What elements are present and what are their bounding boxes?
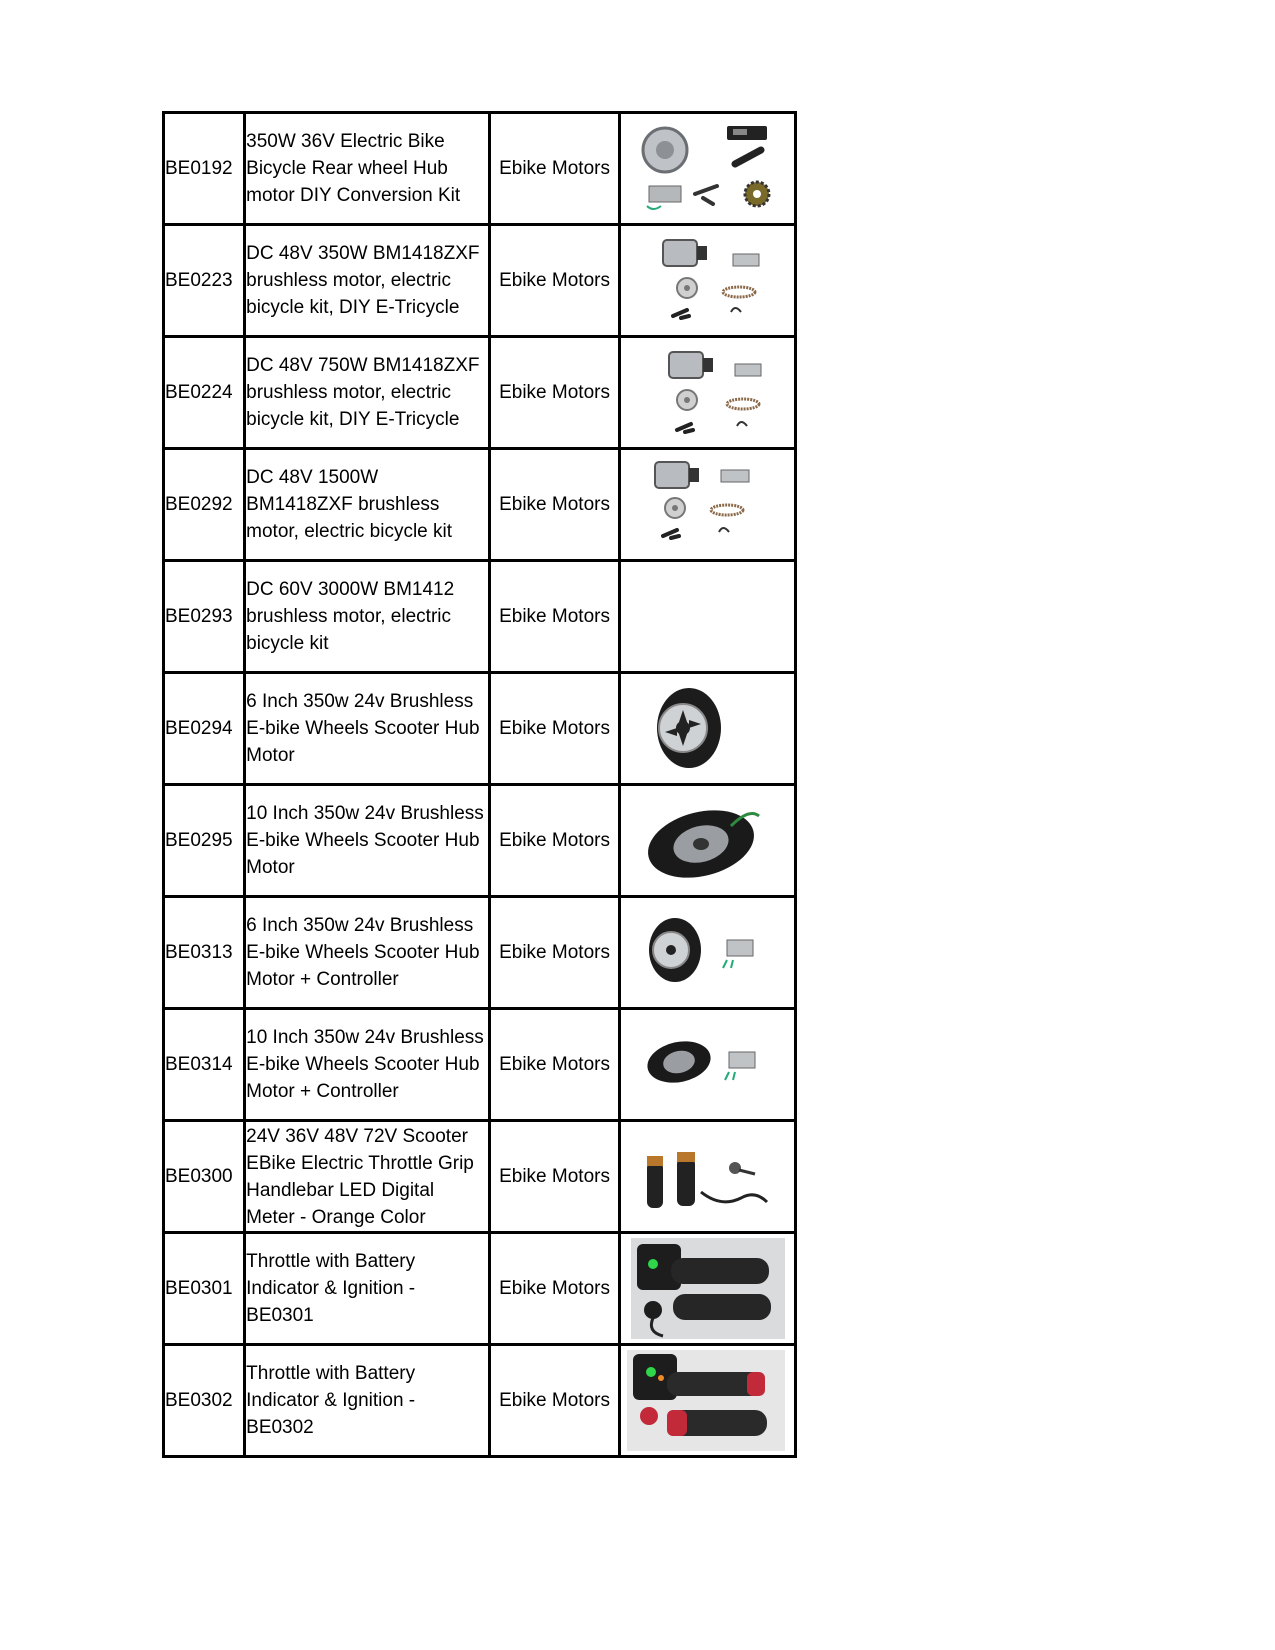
product-code: BE0293 bbox=[164, 561, 245, 673]
product-description: 10 Inch 350w 24v Brushless E-bike Wheels Scooter Hub Motor + Controller bbox=[246, 1027, 484, 1102]
table-row bbox=[164, 673, 796, 785]
product-description-cell bbox=[245, 785, 489, 897]
product-code: BE0300 bbox=[164, 1121, 245, 1233]
small-wheel-controller-icon bbox=[623, 898, 793, 1007]
product-code: BE0295 bbox=[164, 785, 245, 897]
throttle-grip-icon bbox=[623, 1122, 793, 1231]
product-category: Ebike Motors bbox=[489, 673, 620, 785]
product-description: DC 48V 750W BM1418ZXF brushless motor, electric bicycle kit, DIY E-Tricycle bbox=[246, 355, 480, 430]
product-description-cell bbox=[245, 897, 489, 1009]
large-wheel-controller-icon bbox=[623, 1010, 793, 1119]
table-row bbox=[164, 449, 796, 561]
product-category: Ebike Motors bbox=[489, 561, 620, 673]
product-description: Throttle with Battery Indicator & Ignition - BE0301 bbox=[246, 1251, 416, 1326]
product-image-cell bbox=[620, 673, 796, 785]
throttle-battery-icon bbox=[623, 1234, 793, 1343]
table-row bbox=[164, 561, 796, 673]
product-code: BE0192 bbox=[164, 113, 245, 225]
product-image-cell bbox=[620, 1233, 796, 1345]
table-row bbox=[164, 785, 796, 897]
product-category: Ebike Motors bbox=[489, 1345, 620, 1457]
brushless-motor-kit-icon bbox=[623, 450, 793, 559]
product-description: DC 48V 1500W BM1418ZXF brushless motor, electric bicycle kit bbox=[246, 467, 453, 542]
table-row bbox=[164, 1121, 796, 1233]
product-table-body bbox=[164, 113, 796, 1457]
product-image-cell bbox=[620, 1009, 796, 1121]
table-row bbox=[164, 225, 796, 337]
product-category: Ebike Motors bbox=[489, 1009, 620, 1121]
product-code: BE0314 bbox=[164, 1009, 245, 1121]
product-code: BE0302 bbox=[164, 1345, 245, 1457]
product-code: BE0301 bbox=[164, 1233, 245, 1345]
product-description-cell bbox=[245, 449, 489, 561]
product-description-cell bbox=[245, 673, 489, 785]
product-category: Ebike Motors bbox=[489, 785, 620, 897]
product-image-cell bbox=[620, 897, 796, 1009]
product-code: BE0223 bbox=[164, 225, 245, 337]
product-category: Ebike Motors bbox=[489, 225, 620, 337]
product-description: 6 Inch 350w 24v Brushless E-bike Wheels Scooter Hub Motor + Controller bbox=[246, 915, 480, 990]
table-row bbox=[164, 1233, 796, 1345]
product-table bbox=[162, 111, 797, 1458]
product-image-cell bbox=[620, 337, 796, 449]
large-wheel-icon bbox=[623, 786, 793, 895]
product-image-cell bbox=[620, 113, 796, 225]
throttle-battery-red-icon bbox=[623, 1346, 793, 1455]
product-category: Ebike Motors bbox=[489, 337, 620, 449]
table-row bbox=[164, 337, 796, 449]
product-description: Throttle with Battery Indicator & Ignition - BE0302 bbox=[246, 1363, 416, 1438]
small-wheel-icon bbox=[623, 674, 793, 783]
product-description: 350W 36V Electric Bike Bicycle Rear wheel Hub motor DIY Conversion Kit bbox=[246, 131, 461, 206]
product-description-cell bbox=[245, 1009, 489, 1121]
table-row bbox=[164, 1345, 796, 1457]
product-category: Ebike Motors bbox=[489, 1233, 620, 1345]
table-row bbox=[164, 113, 796, 225]
product-image-cell bbox=[620, 785, 796, 897]
product-code: BE0224 bbox=[164, 337, 245, 449]
product-description: DC 48V 350W BM1418ZXF brushless motor, electric bicycle kit, DIY E-Tricycle bbox=[246, 243, 480, 318]
product-category: Ebike Motors bbox=[489, 1121, 620, 1233]
product-image-cell bbox=[620, 225, 796, 337]
product-category: Ebike Motors bbox=[489, 113, 620, 225]
product-category: Ebike Motors bbox=[489, 897, 620, 1009]
product-code: BE0313 bbox=[164, 897, 245, 1009]
product-image-cell bbox=[620, 449, 796, 561]
product-description-cell bbox=[245, 1233, 489, 1345]
product-description-cell bbox=[245, 113, 489, 225]
product-description-cell bbox=[245, 561, 489, 673]
product-code: BE0292 bbox=[164, 449, 245, 561]
table-row bbox=[164, 897, 796, 1009]
product-description: 24V 36V 48V 72V Scooter EBike Electric Throttle Grip Handlebar LED Digital Meter - Orange Color bbox=[246, 1125, 474, 1228]
product-code: BE0294 bbox=[164, 673, 245, 785]
brushless-motor-kit-icon bbox=[623, 338, 793, 447]
product-description: 6 Inch 350w 24v Brushless E-bike Wheels Scooter Hub Motor bbox=[246, 691, 480, 766]
product-description: DC 60V 3000W BM1412 brushless motor, electric bicycle kit bbox=[246, 579, 455, 654]
hub-motor-kit-icon bbox=[623, 114, 793, 223]
product-image-cell bbox=[620, 561, 796, 673]
product-image-cell bbox=[620, 1345, 796, 1457]
product-description-cell bbox=[245, 1121, 489, 1233]
product-description-cell bbox=[245, 225, 489, 337]
table-row bbox=[164, 1009, 796, 1121]
product-description-cell bbox=[245, 337, 489, 449]
product-description-cell bbox=[245, 1345, 489, 1457]
product-image-cell bbox=[620, 1121, 796, 1233]
product-description: 10 Inch 350w 24v Brushless E-bike Wheels Scooter Hub Motor bbox=[246, 803, 484, 878]
brushless-motor-kit-icon bbox=[623, 226, 793, 335]
product-category: Ebike Motors bbox=[489, 449, 620, 561]
